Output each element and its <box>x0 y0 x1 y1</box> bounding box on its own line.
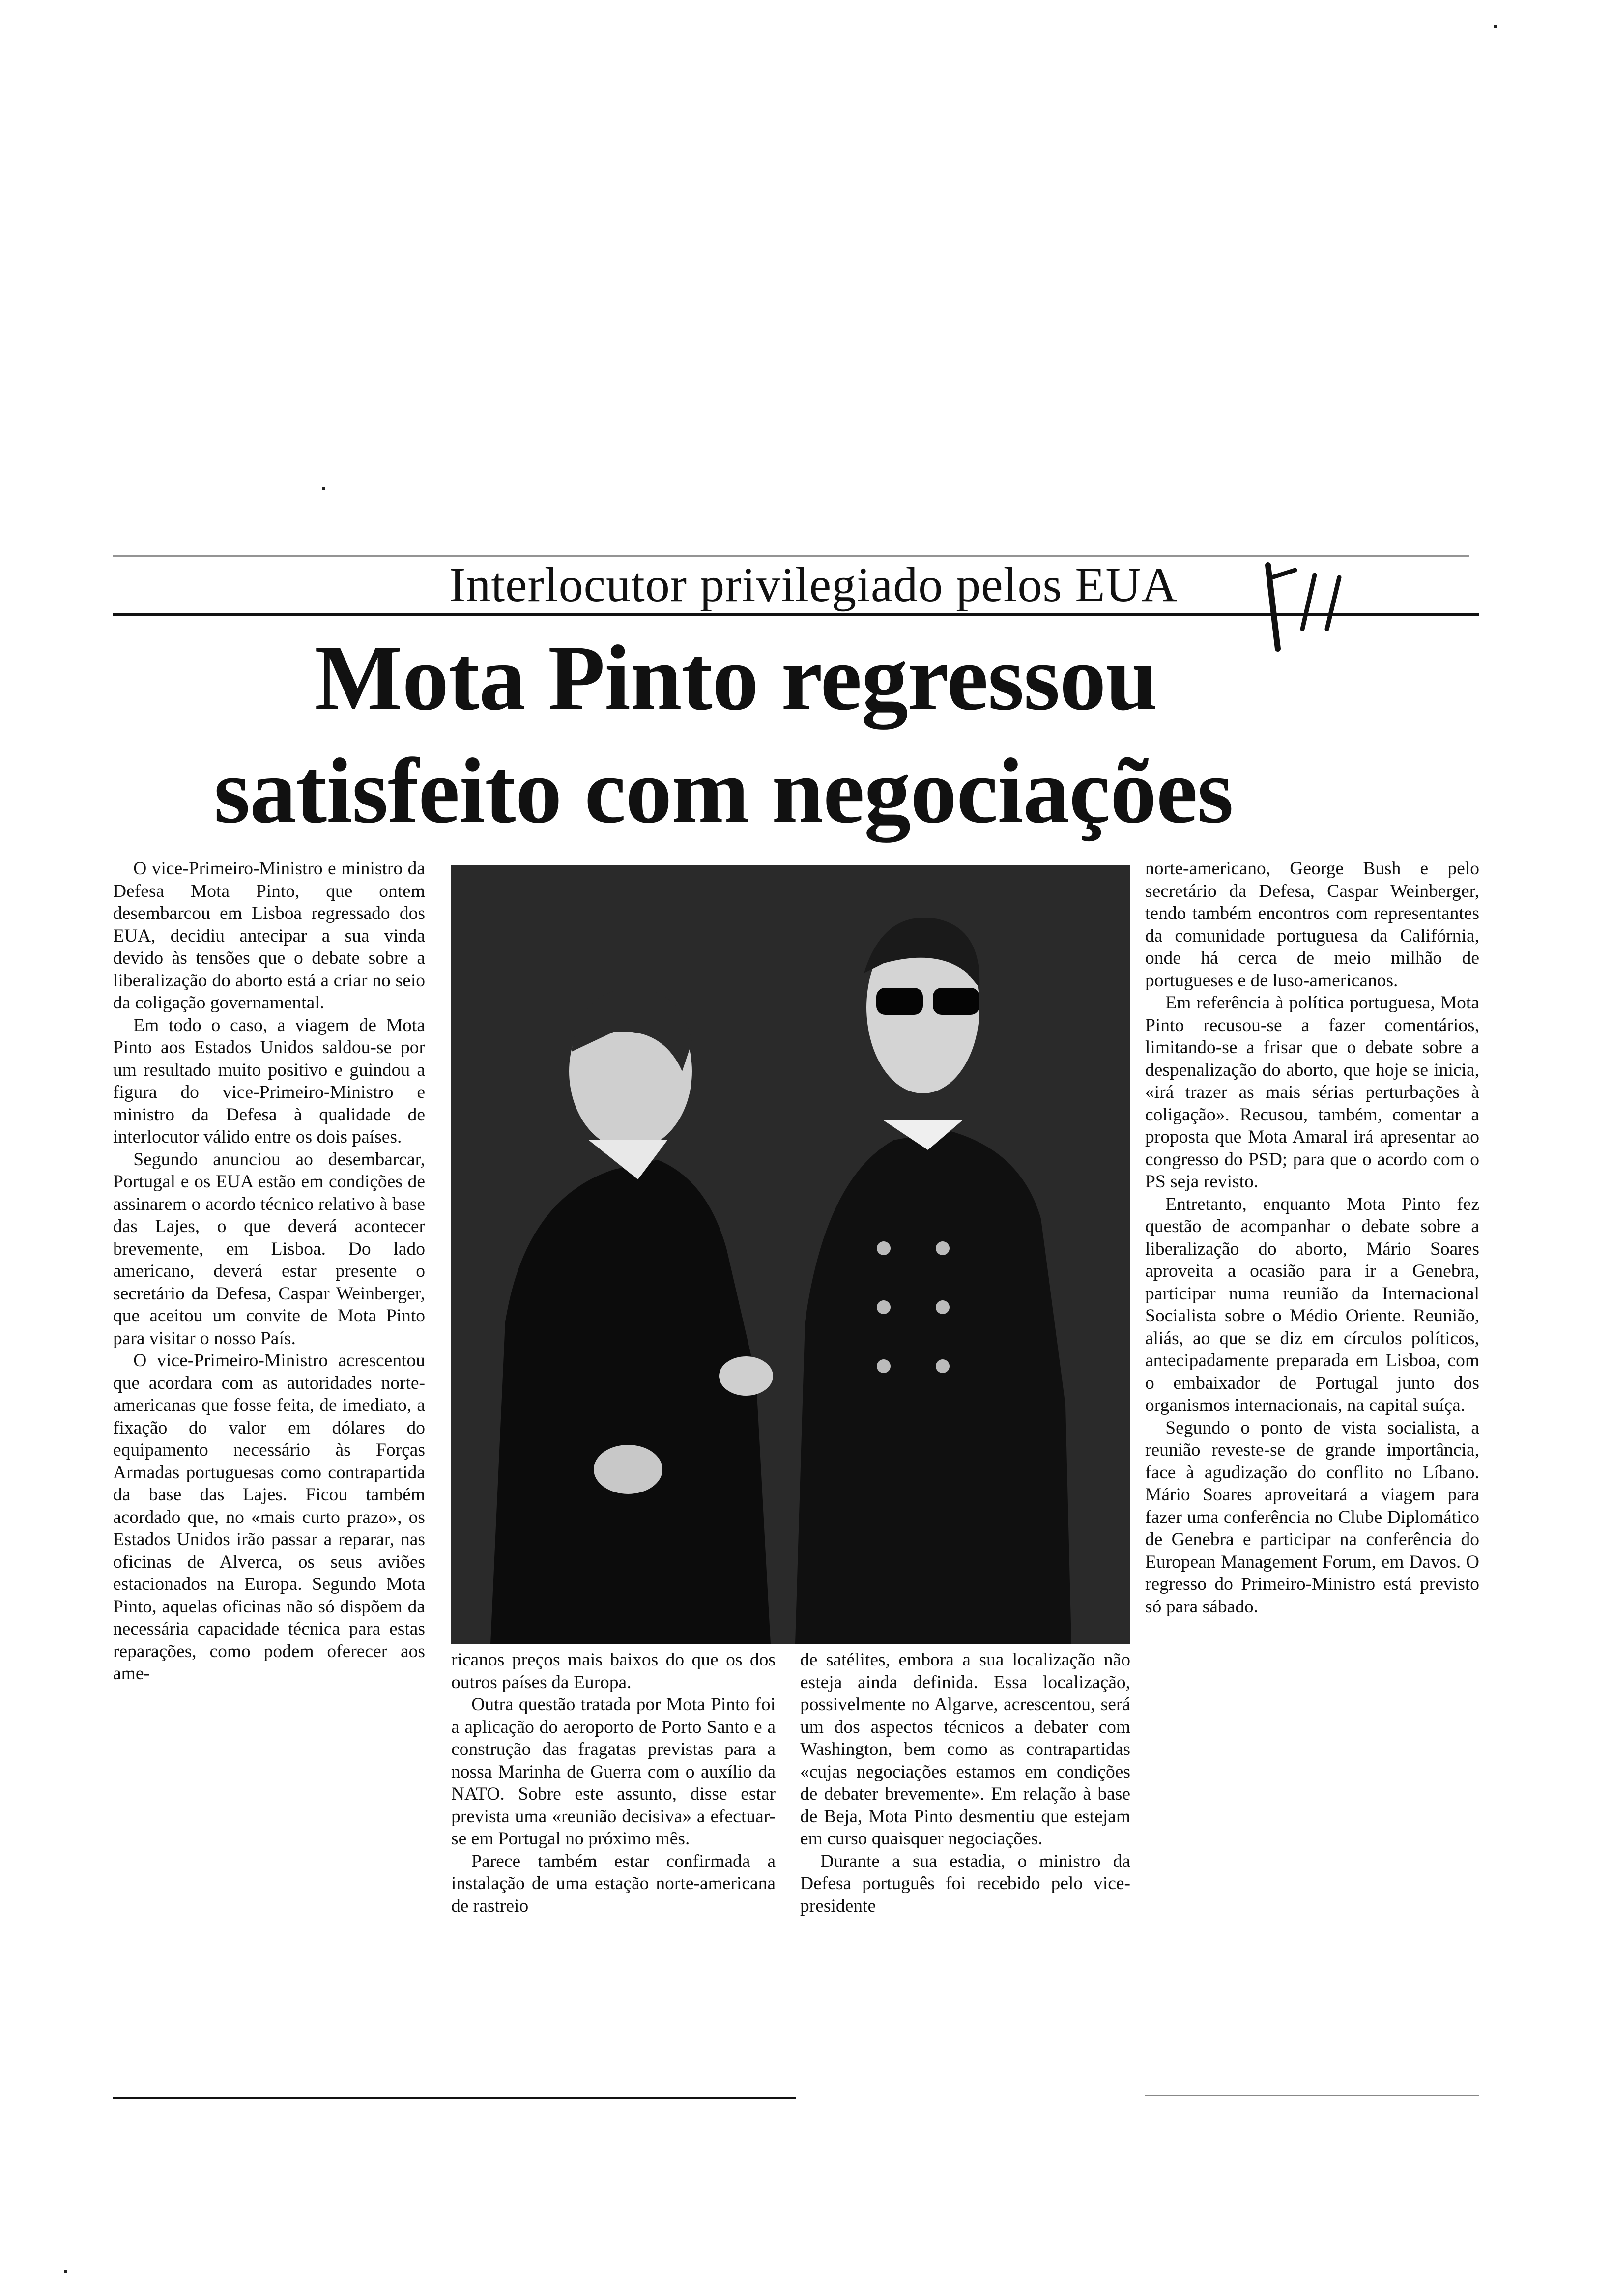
bottom-rule-left <box>113 2097 796 2099</box>
paragraph: Segundo anunciou ao desembarcar, Portugal e os EUA estão em condições de assinarem o acordo técnico relativo à base das Lajes, o que deverá acontecer brevemente, em Lisboa. Do lado americano, deverá estar presente o secretário da Defesa, Caspar Weinberger, que aceitou um convite de Mota Pinto para visitar o nosso País. <box>113 1149 425 1349</box>
paragraph: Durante a sua estadia, o ministro da Defesa português foi recebido pelo vice-presidente <box>800 1851 1130 1916</box>
two-men-photo-icon <box>451 865 1130 1644</box>
headline-line-2: satisfeito com negociações <box>214 740 1233 843</box>
paragraph: norte-americano, George Bush e pelo secretário da Defesa, Caspar Weinberger, tendo também encontros com representantes da comunidade portuguesa da Califórnia, onde há cerca de meio milhão de portugueses e de luso-americanos. <box>1145 859 1479 991</box>
paragraph: Parece também estar confirmada a instalação de uma estação norte-americana de rastreio <box>451 1851 776 1916</box>
news-photo <box>451 865 1130 1644</box>
column-1 <box>113 858 425 1685</box>
column-2 <box>451 1649 776 1917</box>
paragraph: Em referência à política portuguesa, Mota Pinto recusou-se a fazer comentários, limitando-se a frisar que o debate sobre a despenalização do aborto, que hoje se inicia, «irá trazer as mais sérias perturbações à coligação». Recusou, também, comentar a proposta que Mota Amaral irá apresentar ao congresso do PSD; para que o acordo com o PS seja revisto. <box>1145 993 1479 1192</box>
paragraph: Em todo o caso, a viagem de Mota Pinto aos Estados Unidos saldou-se por um resultado muito positivo e guindou a figura do vice-Primeiro-Ministro e ministro da Defesa à qualidade de interlocutor válido entre os dois países. <box>113 1015 425 1147</box>
scan-speck <box>64 2270 67 2273</box>
column-4 <box>1145 858 1479 1618</box>
headline-line-1: Mota Pinto regressou <box>315 627 1157 730</box>
paragraph: Segundo o ponto de vista socialista, a reunião reveste-se de grande importância, face à agudização do conflito no Líbano. Mário Soares aproveitará a viagem para fazer uma conferência no Clube Diplomático de Genebra e participar na conferência do European Management Forum, em Davos. O regresso do Primeiro-Ministro está previsto só para sábado. <box>1145 1417 1479 1617</box>
scan-speck <box>322 487 325 490</box>
paragraph: O vice-Primeiro-Ministro e ministro da Defesa Mota Pinto, que ontem desembarcou em Lisboa regressado dos EUA, decidiu antecipar a sua vinda devido às tensões que o debate sobre a liberalização do aborto está a criar no seio da coligação governamental. <box>113 859 425 1013</box>
paragraph: Entretanto, enquanto Mota Pinto fez questão de acompanhar o debate sobre a liberalização do aborto, Mário Soares aproveita a ocasião para ir a Genebra, participar numa reunião da Internacional Socialista sobre o Médio Oriente. Reunião, aliás, ao que se diz em círculos políticos, antecipadamente preparada em Lisboa, com o embaixador de Portugal junto dos organismos internacionais, na capital suíça. <box>1145 1194 1479 1415</box>
paragraph: Outra questão tratada por Mota Pinto foi a aplicação do aeroporto de Porto Santo e a construção das fragatas previstas para a nossa Marinha de Guerra com o auxílio da NATO. Sobre este assunto, disse estar prevista uma «reunião decisiva» a efectuar-se em Portugal no próximo mês. <box>451 1694 776 1849</box>
bottom-rule-right <box>1145 2095 1479 2096</box>
handwritten-mark-icon <box>1248 555 1386 668</box>
paragraph: O vice-Primeiro-Ministro acrescentou que acordara com as autoridades norte-americanas que fosse feita, de imediato, a fixação do valor em dólares do equipamento necessário às Forças Armadas portuguesas como contrapartida da base das Lajes. Ficou também acordado que, no «mais curto prazo», os Estados Unidos irão passar a reparar, nas oficinas de Alverca, os seus aviões estacionados na Europa. Segundo Mota Pinto, aquelas oficinas não só dispõem da necessária capacidade técnica para estas reparações, como podem oferecer aos ame- <box>113 1350 425 1684</box>
paragraph: ricanos preços mais baixos do que os dos outros países da Europa. <box>451 1650 776 1693</box>
paragraph: de satélites, embora a sua localização não esteja ainda definida. Essa localização, possivelmente no Algarve, acrescentou, será um dos aspectos técnicos a debater com Washington, bem como as contrapartidas «cujas negociações estamos em condições de debater brevemente». Em relação à base de Beja, Mota Pinto desmentiu que estejam em curso quaisquer negociações. <box>800 1650 1130 1849</box>
scan-speck <box>1494 25 1497 28</box>
kicker: Interlocutor privilegiado pelos EUA <box>449 557 1178 612</box>
column-3 <box>800 1649 1130 1917</box>
